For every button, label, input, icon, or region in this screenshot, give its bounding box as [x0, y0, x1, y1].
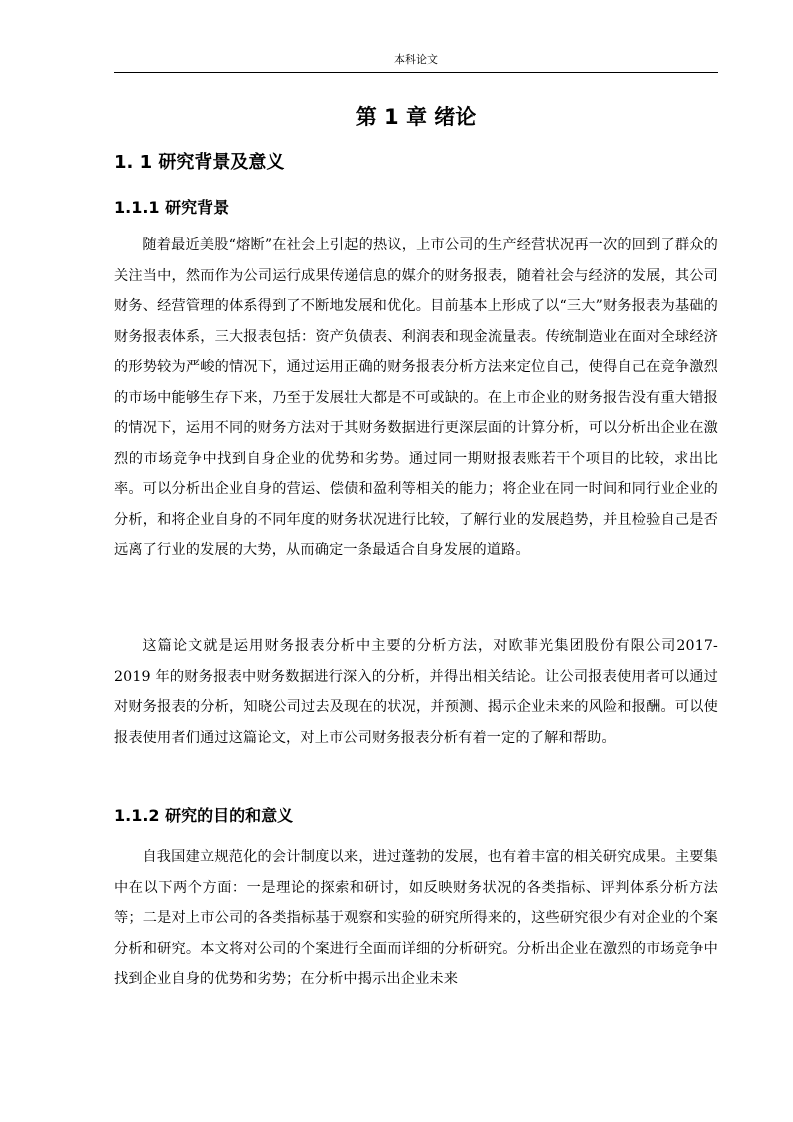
section-heading-1-1: 1. 1 研究背景及意义: [114, 152, 285, 173]
body-paragraph: 这篇论文就是运用财务报表分析中主要的分析方法，对欧菲光集团股份有限公司2017-2019 年的财务报表中财务数据进行深入的分析，并得出相关结论。让公司报表使用者可以通过对财务报表的分析，知晓公司过去及现在的状况，并预测、揭示企业未来的风险和报酬。可以使报表使用者们通过这篇论文，对上市公司财务报表分析有着一定的了解和帮助。: [114, 638, 718, 746]
header-rule: [114, 72, 718, 73]
running-header: 本科论文: [394, 53, 438, 66]
body-paragraph: 随着最近美股“熔断”在社会上引起的热议，上市公司的生产经营状况再一次的回到了群众的关注当中，然而作为公司运行成果传递信息的媒介的财务报表，随着社会与经济的发展，其公司财务、经营管理的体系得到了不断地发展和优化。目前基本上形成了以“三大”财务报表为基础的财务报表体系，三大报表包括：资产负债表、利润表和现金流量表。传统制造业在面对全球经济的形势较为严峻的情况下，通过运用正确的财务报表分析方法来定位自己，使得自己在竞争激烈的市场中能够生存下来，乃至于发展壮大都是不可或缺的。在上市企业的财务报告没有重大错报的情况下，运用不同的财务方法对于其财务数据进行更深层面的计算分析，可以分析出企业在激烈的市场竞争中找到自身企业的优势和劣势。通过同一期财报表账若干个项目的比较，求出比率。可以分析出企业自身的营运、偿债和盈利等相关的能力；将企业在同一时间和同行业企业的分析，和将企业自身的不同年度的财务状况进行比较，了解行业的发展趋势，并且检验自己是否远离了行业的发展的大势，从而确定一条最适合自身发展的道路。: [114, 237, 718, 558]
chapter-title: 第 1 章 绪论: [355, 105, 477, 129]
subsection-heading-1-1-2: 1.1.2 研究的目的和意义: [114, 806, 294, 825]
body-paragraph: 自我国建立规范化的会计制度以来，进过蓬勃的发展，也有着丰富的相关研究成果。主要集中在以下两个方面：一是理论的探索和研讨，如反映财务状况的各类指标、评判体系分析方法等；二是对上市公司的各类指标基于观察和实验的研究所得来的，这些研究很少有对企业的个案分析和研究。本文将对公司的个案进行全面而详细的分析研究。分析出企业在激烈的市场竞争中找到企业自身的优势和劣势；在分析中揭示出企业未来: [114, 849, 718, 987]
subsection-heading-1-1-1: 1.1.1 研究背景: [114, 198, 230, 217]
